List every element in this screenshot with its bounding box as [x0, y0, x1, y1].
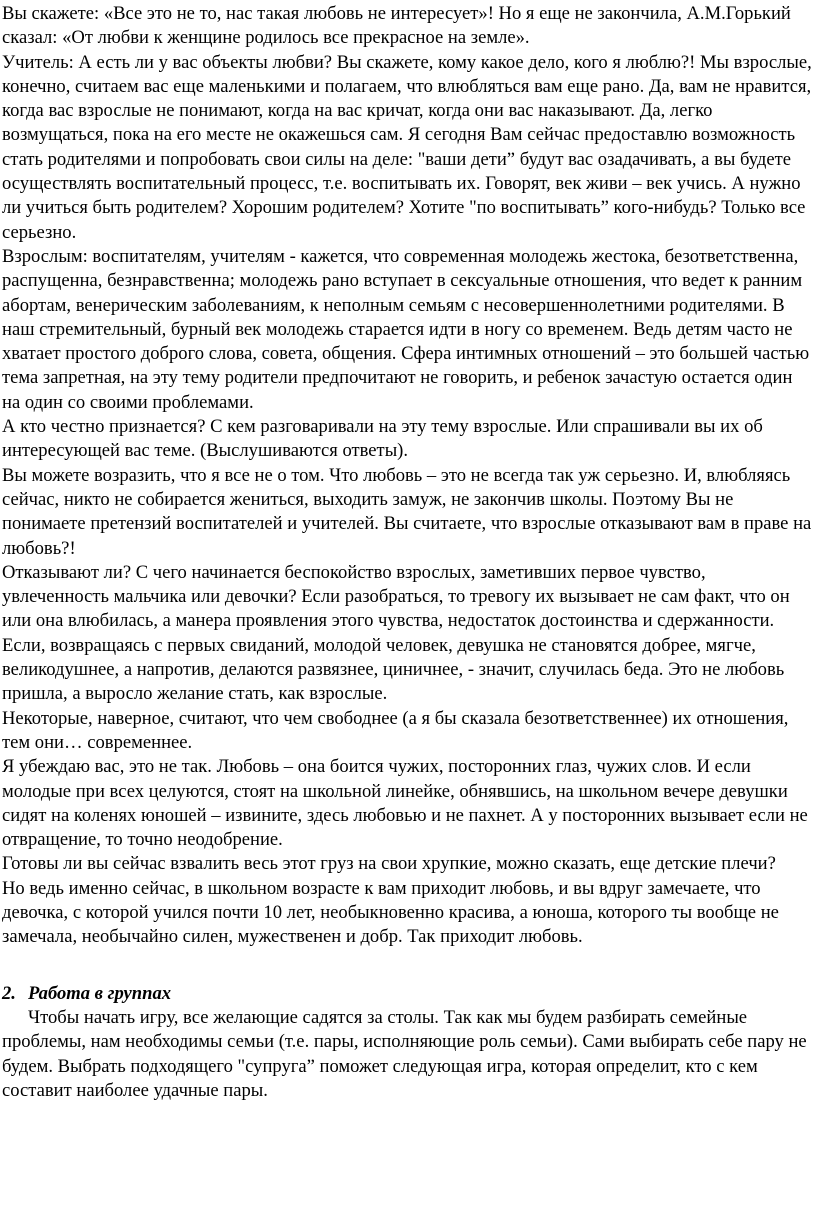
paragraph-objection: Вы можете возразить, что я все не о том. Что любовь – это не всегда так уж серьезно. И, влюбляясь сейчас, никто не собирается жениться, выходить замуж, не закончив школы. Поэтому Вы не понимаете претензий воспитателей и учителей. Вы считаете, что взрослые отказывают вам в праве на любовь?! [2, 464, 812, 559]
paragraph-love-arrives: Но ведь именно сейчас, в школьном возрасте к вам приходит любовь, и вы вдруг замечаете, что девочка, с которой учился почти 10 лет, необыкновенно красива, а юноша, которого ты вообще не замечала, необычайно силен, мужественен и добр. Так приходит любовь. [2, 877, 779, 948]
paragraph-teacher: Учитель: А есть ли у вас объекты любви? Вы скажете, кому какое дело, кого я люблю?! Мы взрослые, конечно, считаем вас еще маленькими и полагаем, что влюбляться вам еще рано. Да, вам не нравится, когда вас взрослые не понимают, когда на вас кричат, когда они вас наказывают. Да, легко возмущаться, пока на его месте не окажешься сам. Я сегодня Вам сейчас предоставлю возможность стать родителями и попробовать свои силы на деле: "ваши дети” будут вас озадачивать, а вы будете осуществлять воспитательный процесс, т.е. воспитывать их. Говорят, век живи – век учись. А нужно ли учиться быть родителем? Хорошим родителем? Хотите "по воспитывать” кого-нибудь? Только все серьезно. [2, 51, 812, 243]
paragraph-gorky-quote: Вы скажете: «Все это не то, нас такая любовь не интересует»! Но я еще не закончила, А.М.Горький сказал: «От любви к женщине родилось все прекрасное на земле». [2, 3, 791, 49]
section-paragraph: Чтобы начать игру, все желающие садятся за столы. Так как мы будем разбирать семейные проблемы, нам необходимы семьи (т.е. пары, исполняющие роль семьи). Сами выбирать себе пару не будем. Выбрать подходящего "супруга” поможет следующая игра, которая определит, кто с кем составит наиболее удачные пары. [2, 1007, 807, 1102]
paragraph-burden: Готовы ли вы сейчас взвалить весь этот груз на свои хрупкие, можно сказать, еще детские плечи? [2, 853, 776, 875]
paragraph-adults: Взрослым: воспитателям, учителям - кажется, что современная молодежь жестока, безответственна, распущенна, безнравственна; молодежь рано вступает в сексуальные отношения, что ведет к ранним абортам, венерическим заболеваниям, к неполным семьям с несовершеннолетними родителями. В наш стремительный, бурный век молодежь старается идти в ногу со временем. Ведь детям часто не хватает простого доброго слова, совета, общения. Сфера интимных отношений – это большей частью тема запретная, на эту тему родители предпочитают не говорить, и ребенок зачастую остается один на один со своими проблемами. [2, 245, 810, 413]
paragraph-refusal: Отказывают ли? С чего начинается беспокойство взрослых, заметивших первое чувство, увлеченность мальчика или девочки? Если разобраться, то тревогу их вызывает не сам факт, что он или она влюбилась, а манера проявления этого чувства, недостаток достоинства и сдержанности. Если, возвращаясь с первых свиданий, молодой человек, девушка не становятся добрее, мягче, великодушнее, а напротив, делаются развязнее, циничнее, - значит, случилась беда. Это не любовь пришла, а выросло желание стать, как взрослые. [2, 561, 790, 705]
paragraph-honest-question: А кто честно признается? С кем разговаривали на эту тему взрослые. Или спрашивали вы их об интересующей вас теме. (Выслушиваются ответы). [2, 416, 763, 462]
blank-line [2, 950, 814, 974]
section-heading [2, 982, 814, 1006]
section-title: Работа в группах [28, 982, 172, 1004]
section-number: 2. [2, 982, 16, 1004]
document-page [2, 2, 814, 1103]
paragraph-freedom: Некоторые, наверное, считают, что чем свободнее (а я бы сказала безответственнее) их отношения, тем они… современнее. [2, 707, 789, 753]
paragraph-conviction: Я убеждаю вас, это не так. Любовь – она боится чужих, посторонних глаз, чужих слов. И если молодые при всех целуются, стоят на школьной линейке, обнявшись, на школьном вечере девушки сидят на коленях юношей – извините, здесь любовью и не пахнет. А у посторонних вызывает если не отвращение, то точно неодобрение. [2, 756, 808, 851]
